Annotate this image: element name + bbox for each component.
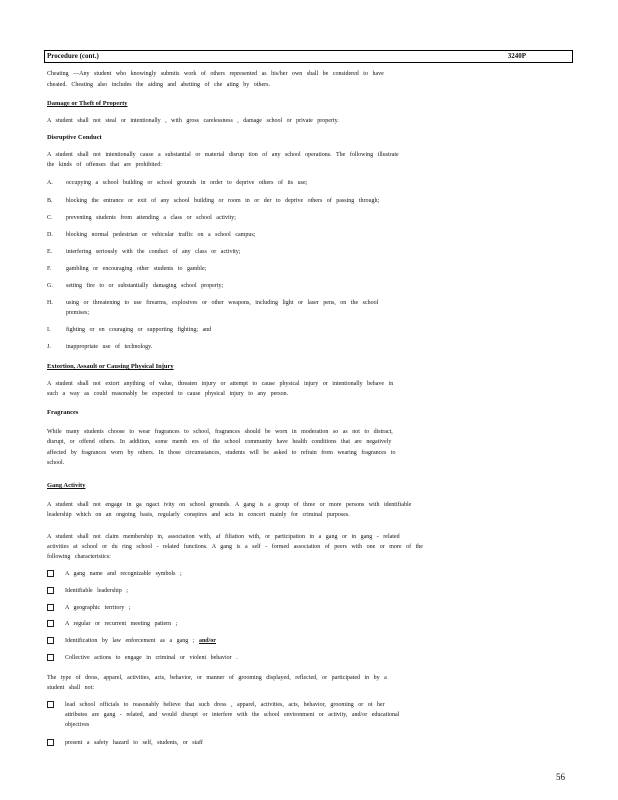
fragrances-heading: Fragrances [47, 409, 79, 416]
list-item: C. preventing students from attending a class or school activity; [47, 215, 236, 221]
disruptive-text: the kinds of offenses that are prohibited: [47, 162, 162, 168]
intro-line: cheated. Cheating also includes the aiding and abetting of che ating by others. [47, 82, 270, 88]
prohibition-continued: objectives [65, 722, 90, 728]
checkbox-icon [47, 570, 54, 577]
header-title: Procedure (cont.) [47, 52, 99, 60]
checkbox-icon [47, 701, 54, 708]
list-item: B. blocking the entrance or exit of any school building or room in or der to deprive others of passing through; [47, 198, 380, 204]
list-item: J. inappropriate use of technology. [47, 344, 153, 350]
procedure-header [44, 50, 573, 63]
extortion-text: such a way as could reasonably be expected to cause physical injury to any person. [47, 391, 289, 397]
gang-text: The type of dress, apparel, activities, acts, behavior, or manner of grooming displayed, reflected, or participated in by a [47, 675, 387, 681]
checkbox-icon [47, 604, 54, 611]
gang-text: activities at school or du ring school - related functions. A gang is a self - formed association of peers with one or more of the [47, 544, 423, 550]
gang-heading: Gang Activity [47, 482, 86, 489]
list-item: I. fighting or en couraging or supporting fighting; and [47, 327, 212, 333]
intro-line: Cheating —Any student who knowingly submits work of others represented as his/her own shall be considered to have [47, 71, 384, 77]
list-item: D. blocking normal pedestrian or vehicular traffic on a school campus; [47, 232, 256, 238]
damage-heading: Damage or Theft of Property [47, 100, 128, 107]
disruptive-heading: Disruptive Conduct [47, 134, 102, 141]
characteristic-item: A gang name and recognizable symbols ; [47, 570, 54, 579]
fragrances-text: school. [47, 460, 65, 466]
gang-text: A student shall not engage in ga ngact ivity on school grounds. A gang is a group of three or more persons with identifiable [47, 502, 412, 508]
checkbox-icon [47, 587, 54, 594]
checkbox-icon [47, 637, 54, 644]
gang-text: A student shall not claim membership in, association with, af filiation with, or participation in a gang or in gang - related [47, 534, 400, 540]
gang-text: student shall not: [47, 685, 94, 691]
disruptive-text: A student shall not intentionally cause a substantial or material disrup tion of any school operations. The following illustrate [47, 152, 399, 158]
damage-text: A student shall not steal or intentionally , with gross carelessness , damage school or private property. [47, 118, 339, 124]
characteristic-item: Identifiable leadership ; [47, 587, 54, 596]
characteristic-item: A geographic territory ; [47, 604, 54, 613]
extortion-heading: Extortion, Assault or Causing Physical Injury [47, 363, 174, 370]
gang-text: leadership which on an ongoing basis, regularly conspires and acts in concert mainly for criminal purposes. [47, 512, 350, 518]
checkbox-icon [47, 654, 54, 661]
fragrances-text: While many students choose to wear fragrances to school, fragrances should be worn in moderation so as not to distract, [47, 429, 393, 435]
checkbox-icon [47, 620, 54, 627]
characteristic-item: Collective actions to engage in criminal or violent behavior . [47, 654, 54, 663]
page-number: 56 [556, 772, 565, 782]
fragrances-text: affected by fragrances worn by others. In those circumstances, students will be asked to refrain from wearing fragrances to [47, 450, 396, 456]
prohibition-item: lead school officials to reasonably believe that such dress , apparel, activities, acts, behavior, grooming or ot her [47, 701, 54, 710]
gang-text: following characteristics: [47, 554, 111, 560]
characteristic-item: Identification by law enforcement as a gang ; and/or [47, 637, 54, 646]
header-code: 3240P [507, 52, 526, 60]
list-item: premises; [66, 310, 89, 316]
list-item: A. occupying a school building or school grounds in order to deprive others of its use; [47, 180, 308, 186]
prohibition-continued: attributes are gang - related, and would disrupt or interfere with the school environment or activity, and/or educational [65, 712, 400, 718]
fragrances-text: disrupt, or offend others. In addition, some memb ers of the school community have health conditions that are negatively [47, 439, 392, 445]
list-item: F. gambling or encouraging other students to gamble; [47, 266, 207, 272]
andor-emphasis: and/or [198, 638, 216, 644]
list-item: E. interfering seriously with the conduct of any class or activity; [47, 249, 241, 255]
list-item: H. using or threatening to use firearms, explosives or other weapons, including light or laser pens, on the school [47, 300, 379, 306]
list-item: G. setting fire to or substantially damaging school property; [47, 283, 224, 289]
characteristic-item: A regular or recurrent meeting pattern ; [47, 620, 54, 629]
prohibition-item: present a safety hazard to self, students, or staff [47, 739, 54, 748]
extortion-text: A student shall not extort anything of value, threaten injury or attempt to cause physical injury or intentionally behave in [47, 381, 394, 387]
checkbox-icon [47, 739, 54, 746]
